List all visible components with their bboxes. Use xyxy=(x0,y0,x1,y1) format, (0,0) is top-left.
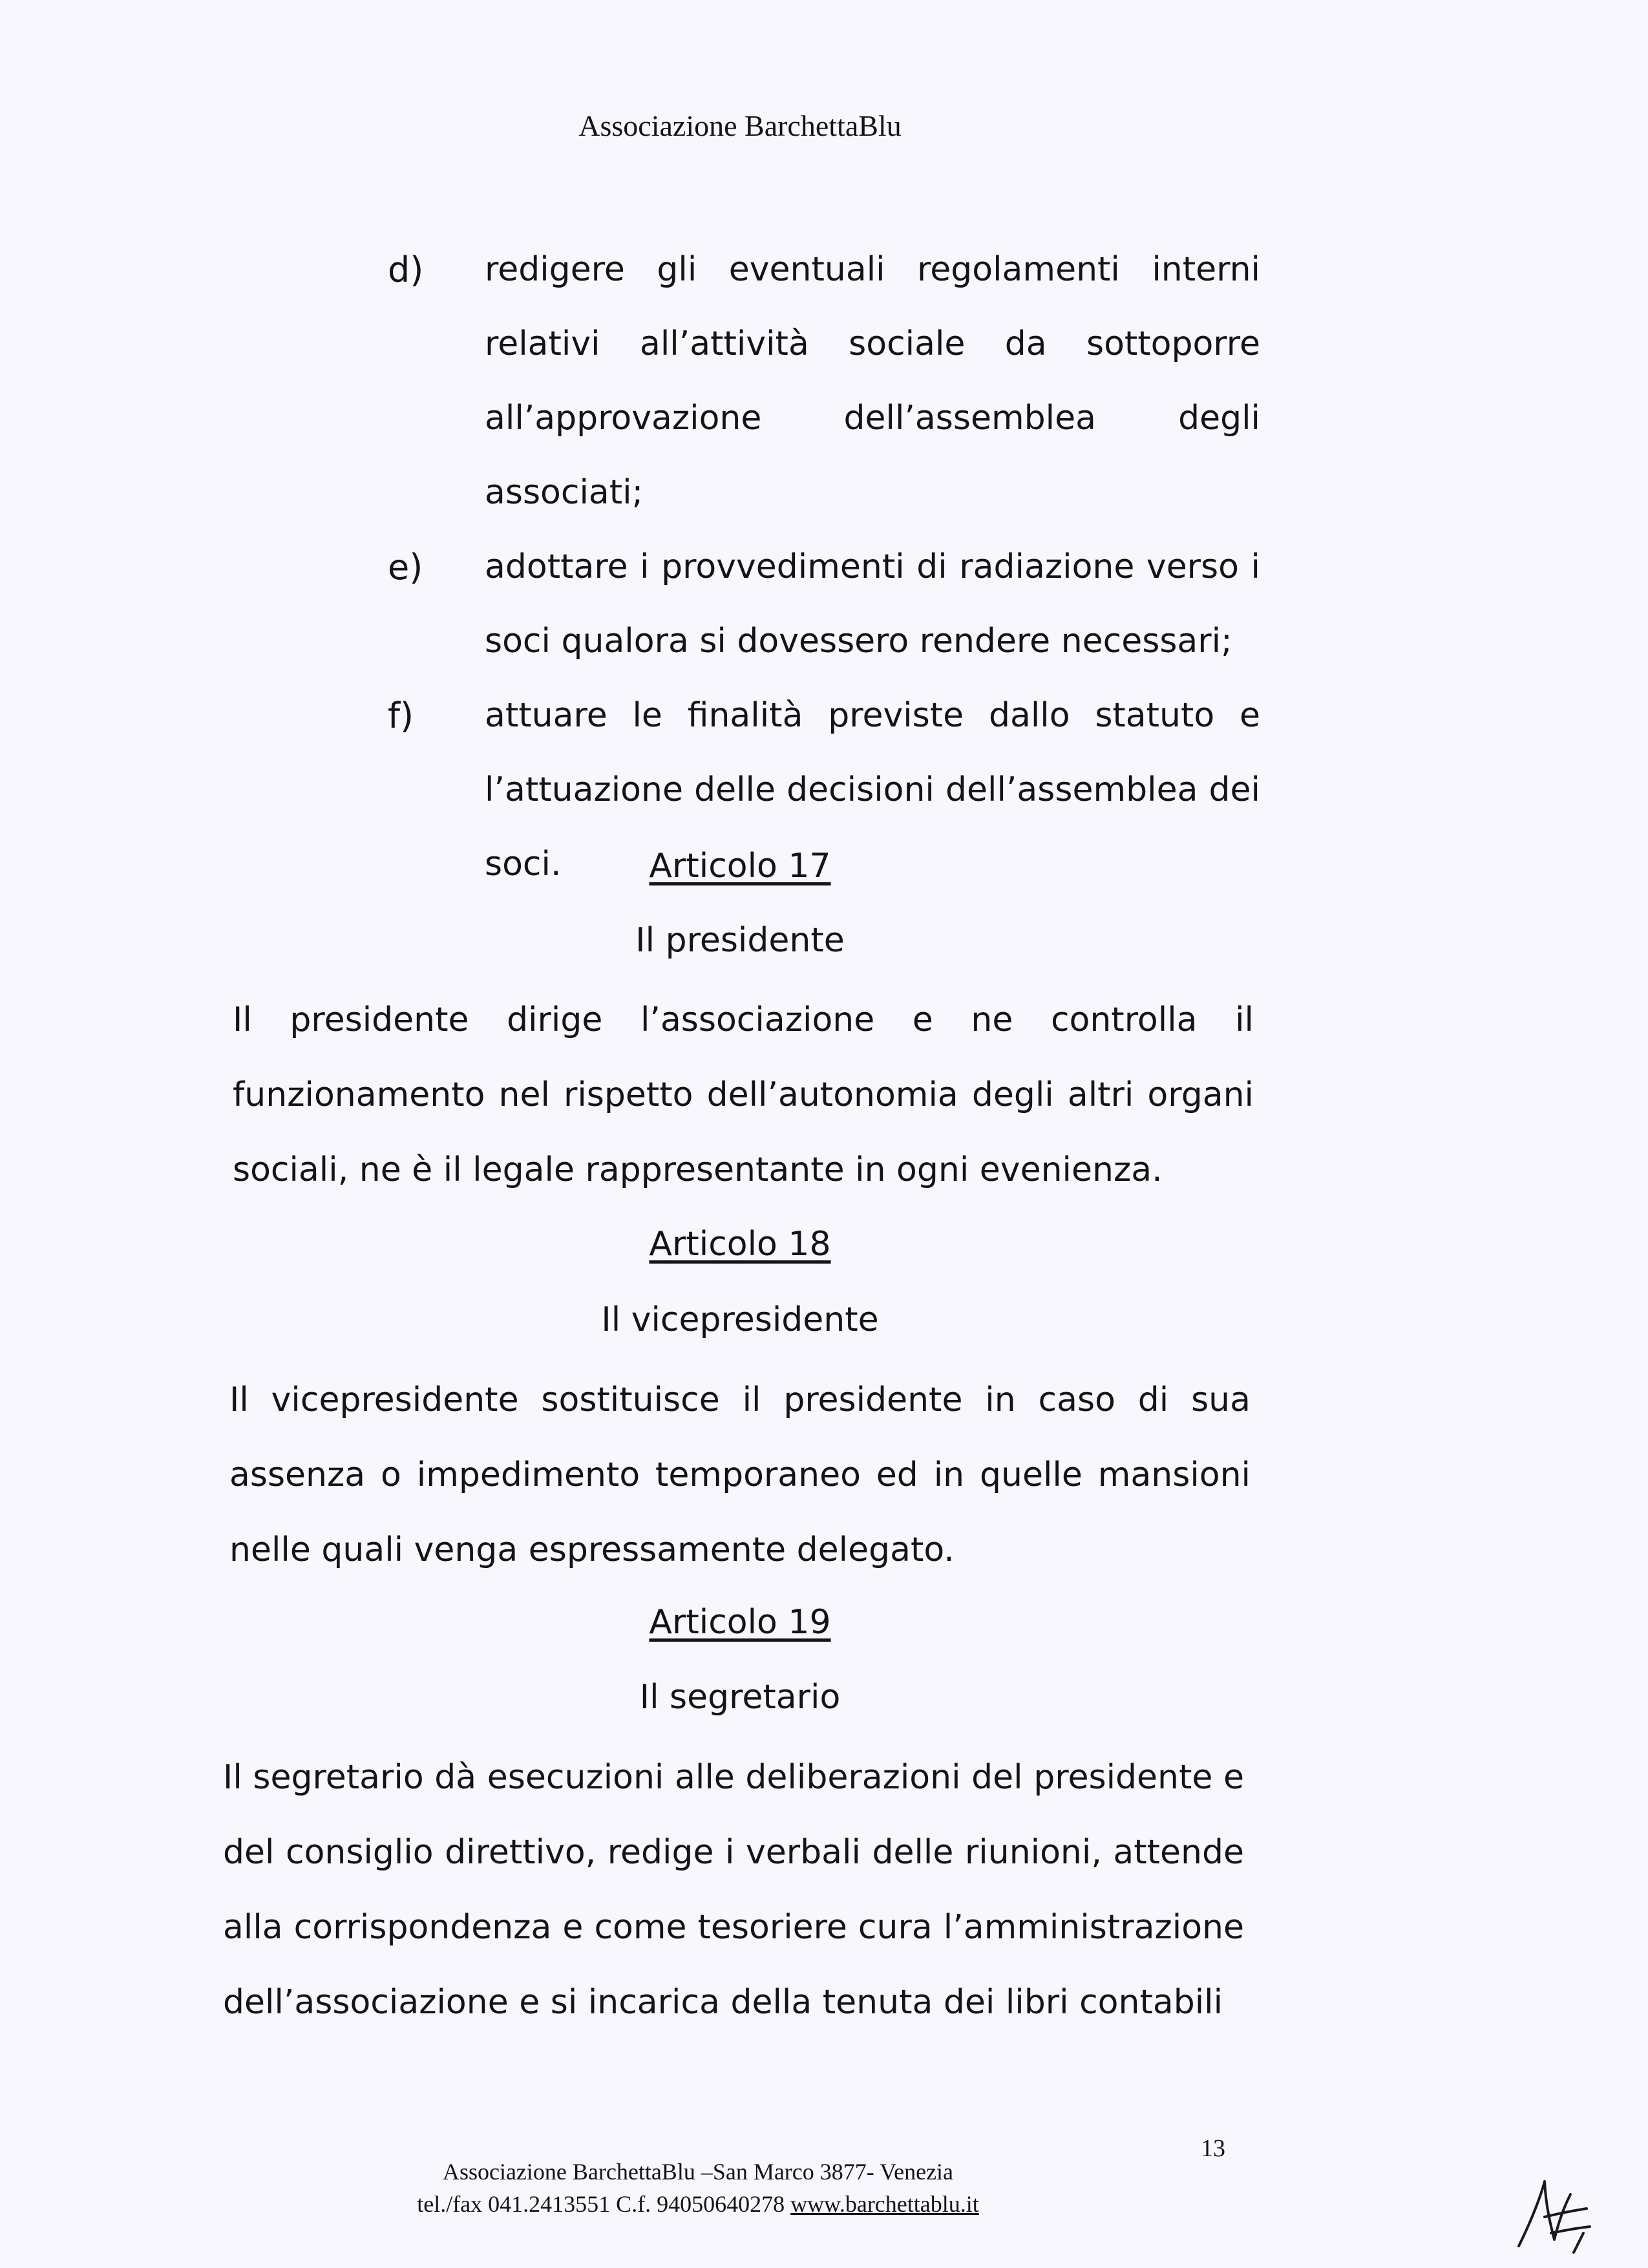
page-footer xyxy=(0,2156,1396,2220)
list-item-marker: d) xyxy=(388,249,424,290)
list-item-text: attuare le finalità previste dallo statuto e l’attuazione delle decisioni dell’assemblea dei soci. xyxy=(485,696,1260,884)
footer-website-link[interactable]: www.barchettablu.it xyxy=(790,2191,979,2217)
list-item-marker: e) xyxy=(388,547,423,588)
article-19-body: Il segretario dà esecuzioni alle deliberazioni del presidente e del consiglio direttivo, redige i verbali delle riunioni, attende alla corrispondenza e come tesoriere cura l’amministrazione dell’associazione e si incarica della tenuta dei libri contabili xyxy=(223,1758,1244,2022)
footer-address: Associazione BarchettaBlu –San Marco 3877- Venezia xyxy=(442,2159,954,2185)
article-17-number: Articolo 17 xyxy=(649,847,831,885)
list-item-marker: f) xyxy=(388,695,414,736)
list-item-text: adottare i provvedimenti di radiazione verso i soci qualora si dovessero rendere necessari; xyxy=(485,547,1260,661)
signature-initials-icon xyxy=(1506,2168,1596,2265)
duties-list xyxy=(388,233,1260,902)
footer-phone-cf: tel./fax 041.2413551 C.f. 94050640278 xyxy=(417,2191,791,2217)
article-19-number: Articolo 19 xyxy=(649,1603,831,1642)
article-18-title: Il vicepresidente xyxy=(601,1300,879,1339)
list-item-text: redigere gli eventuali regolamenti interni relativi all’attività sociale da sottoporre all’approvazione dell’assemblea degli associati; xyxy=(485,250,1260,512)
article-18-body: Il vicepresidente sostituisce il presidente in caso di sua assenza o impedimento temporaneo ed in quelle mansioni nelle quali venga espressamente delegato. xyxy=(229,1381,1251,1569)
article-17-body: Il presidente dirige l’associazione e ne controlla il funzionamento nel rispetto dell’autonomia degli altri organi sociali, ne è il legale rappresentante in ogni evenienza. xyxy=(233,1001,1254,1189)
article-19-title: Il segretario xyxy=(639,1678,841,1717)
list-item xyxy=(388,530,1260,679)
list-item xyxy=(388,233,1260,530)
footer-contacts xyxy=(0,2188,1396,2220)
article-18-number: Articolo 18 xyxy=(649,1225,831,1264)
page-number: 13 xyxy=(1201,2135,1225,2162)
article-17-title: Il presidente xyxy=(635,921,845,960)
page-header: Associazione BarchettaBlu xyxy=(578,109,902,142)
